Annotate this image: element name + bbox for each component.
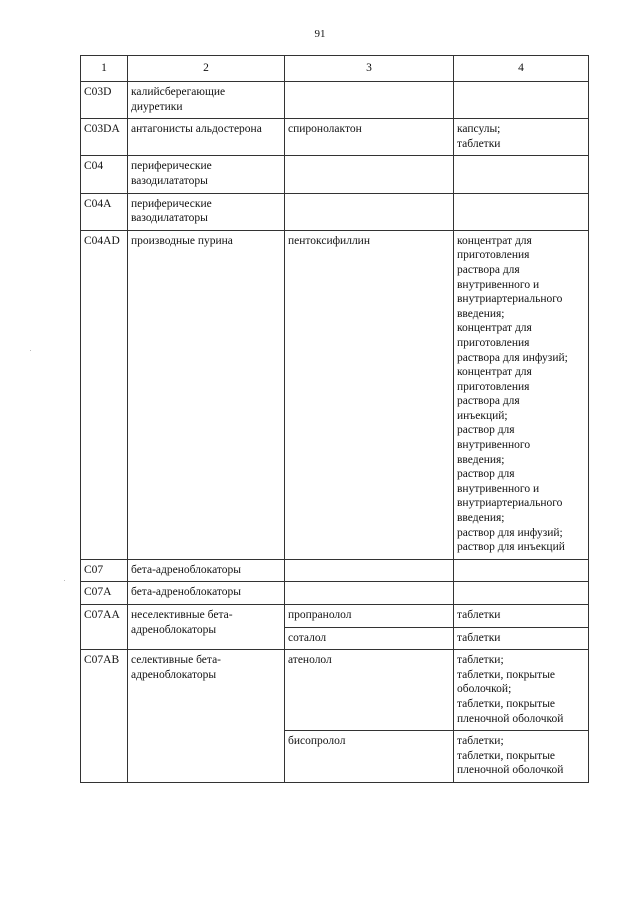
drug-name-cell [285, 156, 454, 193]
drug-name-cell [285, 82, 454, 119]
drug-name-cell [285, 559, 454, 582]
header-col-4: 4 [454, 56, 589, 82]
header-row [81, 56, 589, 82]
table-body [81, 82, 589, 783]
anatomical-group-cell: калийсберегающие диуретики [128, 82, 285, 119]
dosage-form-cell: таблетки; таблетки, покрытые оболочкой; таблетки, покрытые пленочной оболочкой [454, 650, 589, 731]
anatomical-group-cell: селективные бета- адреноблокаторы [128, 650, 285, 783]
dosage-form-cell [454, 82, 589, 119]
table-row [81, 650, 589, 731]
header-col-2: 2 [128, 56, 285, 82]
dosage-form-cell [454, 156, 589, 193]
anatomical-group-cell: производные пурина [128, 230, 285, 559]
dosage-form-cell: концентрат для приготовления раствора для внутривенного и внутриартериального введения; концентрат для приготовления раствора для инфузий; концентрат для приготовления раствора для инъекций; раствор для внутривенного введения; раствор для внутривенного и внутриартериального введения; раствор для инфузий; раствор для инъекций [454, 230, 589, 559]
header-col-3: 3 [285, 56, 454, 82]
dosage-form-cell: таблетки; таблетки, покрытые пленочной оболочкой [454, 731, 589, 783]
table-row [81, 559, 589, 582]
table-row [81, 82, 589, 119]
anatomical-group-cell: периферические вазодилататоры [128, 193, 285, 230]
header-col-1: 1 [81, 56, 128, 82]
dosage-form-cell: таблетки [454, 627, 589, 650]
table-row [81, 119, 589, 156]
atc-code-cell: C04 [81, 156, 128, 193]
drug-name-cell [285, 193, 454, 230]
drug-name-cell: бисопролол [285, 731, 454, 783]
table-row [81, 230, 589, 559]
table-row [81, 193, 589, 230]
atc-code-cell: C07AA [81, 605, 128, 650]
dosage-form-cell [454, 193, 589, 230]
drug-name-cell [285, 582, 454, 605]
atc-code-cell: C07 [81, 559, 128, 582]
drug-table [80, 55, 589, 783]
table-row [81, 156, 589, 193]
table-row [81, 605, 589, 628]
anatomical-group-cell: периферические вазодилататоры [128, 156, 285, 193]
anatomical-group-cell: неселективные бета- адреноблокаторы [128, 605, 285, 650]
dosage-form-cell [454, 559, 589, 582]
drug-name-cell: соталол [285, 627, 454, 650]
atc-code-cell: C04A [81, 193, 128, 230]
scan-artifact [64, 580, 65, 581]
anatomical-group-cell: бета-адреноблокаторы [128, 559, 285, 582]
dosage-form-cell [454, 582, 589, 605]
table-header [81, 56, 589, 82]
atc-code-cell: C04AD [81, 230, 128, 559]
atc-code-cell: C07A [81, 582, 128, 605]
dosage-form-cell: капсулы; таблетки [454, 119, 589, 156]
drug-name-cell: атенолол [285, 650, 454, 731]
scan-artifact [30, 350, 31, 351]
drug-name-cell: пропранолол [285, 605, 454, 628]
anatomical-group-cell: антагонисты альдостерона [128, 119, 285, 156]
table-row [81, 582, 589, 605]
atc-code-cell: C03DA [81, 119, 128, 156]
dosage-form-cell: таблетки [454, 605, 589, 628]
page-number: 91 [314, 28, 326, 40]
drug-name-cell: спиронолактон [285, 119, 454, 156]
atc-code-cell: C03D [81, 82, 128, 119]
atc-code-cell: C07AB [81, 650, 128, 783]
drug-name-cell: пентоксифиллин [285, 230, 454, 559]
anatomical-group-cell: бета-адреноблокаторы [128, 582, 285, 605]
